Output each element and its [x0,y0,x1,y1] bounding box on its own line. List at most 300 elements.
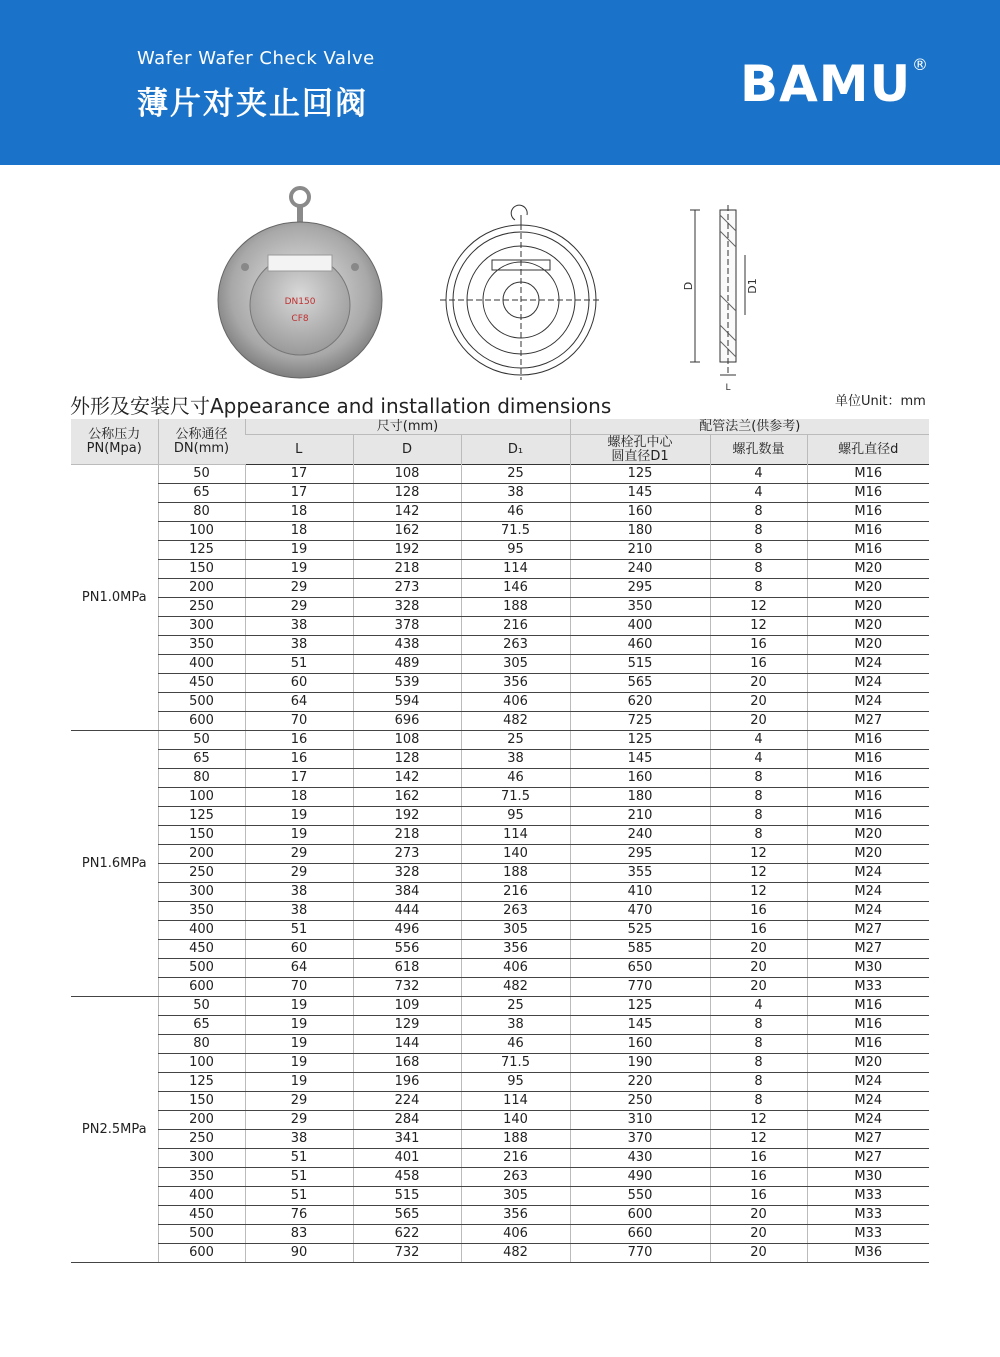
table-cell: 565 [570,674,710,693]
table-cell: 770 [570,978,710,997]
table-cell: 263 [461,1168,570,1187]
table-row [71,959,929,978]
table-cell: 8 [710,1054,807,1073]
header-l: L [245,435,353,465]
table-cell: 16 [710,655,807,674]
pressure-class-cell: PN1.6MPa [71,731,158,997]
table-cell: 100 [158,1054,245,1073]
table-cell: 80 [158,503,245,522]
table-row [71,465,929,484]
table-cell: 168 [353,1054,461,1073]
table-cell: M16 [807,503,929,522]
table-cell: 140 [461,1111,570,1130]
table-row [71,750,929,769]
table-cell: 12 [710,864,807,883]
table-cell: 8 [710,1073,807,1092]
table-cell: 16 [710,1149,807,1168]
photo-marking-material: CF8 [291,314,309,324]
table-cell: M20 [807,579,929,598]
table-cell: 162 [353,788,461,807]
table-cell: 210 [570,541,710,560]
pressure-class-cell: PN1.0MPa [71,465,158,731]
table-row [71,769,929,788]
table-cell: M16 [807,522,929,541]
table-cell: 350 [158,1168,245,1187]
table-cell: 25 [461,465,570,484]
table-cell: 16 [710,902,807,921]
table-cell: 19 [245,560,353,579]
table-cell: M20 [807,617,929,636]
table-row [71,883,929,902]
table-cell: 565 [353,1206,461,1225]
table-cell: M30 [807,959,929,978]
table-cell: 51 [245,1149,353,1168]
table-row [71,636,929,655]
table-cell: 4 [710,484,807,503]
table-cell: 500 [158,693,245,712]
table-cell: 430 [570,1149,710,1168]
table-cell: 384 [353,883,461,902]
table-row [71,1225,929,1244]
table-cell: 108 [353,465,461,484]
table-cell: 200 [158,1111,245,1130]
table-cell: 200 [158,845,245,864]
table-row [71,1016,929,1035]
table-cell: M30 [807,1168,929,1187]
table-cell: 90 [245,1244,353,1263]
table-row [71,902,929,921]
table-cell: 4 [710,750,807,769]
table-cell: 300 [158,617,245,636]
table-cell: 188 [461,1130,570,1149]
product-images [0,175,1000,395]
table-cell: 300 [158,1149,245,1168]
table-cell: 732 [353,978,461,997]
table-cell: 144 [353,1035,461,1054]
table-cell: 190 [570,1054,710,1073]
table-cell: 125 [570,997,710,1016]
table-cell: M24 [807,1073,929,1092]
table-row [71,1035,929,1054]
table-cell: 273 [353,579,461,598]
table-cell: 8 [710,503,807,522]
table-cell: 162 [353,522,461,541]
table-cell: 450 [158,674,245,693]
table-cell: 406 [461,693,570,712]
table-cell: 51 [245,1187,353,1206]
table-cell: 356 [461,1206,570,1225]
table-cell: 192 [353,541,461,560]
table-row [71,997,929,1016]
table-cell: M20 [807,598,929,617]
table-row [71,617,929,636]
table-cell: 160 [570,503,710,522]
table-cell: 19 [245,997,353,1016]
table-cell: 250 [158,598,245,617]
table-cell: 29 [245,864,353,883]
table-cell: 350 [570,598,710,617]
table-cell: M24 [807,883,929,902]
table-cell: M16 [807,1035,929,1054]
table-cell: M33 [807,978,929,997]
table-cell: 356 [461,940,570,959]
table-cell: 12 [710,883,807,902]
table-cell: 109 [353,997,461,1016]
photo-marking-size: DN150 [284,297,316,307]
table-cell: M20 [807,826,929,845]
table-cell: 218 [353,826,461,845]
table-cell: M16 [807,788,929,807]
table-cell: M24 [807,655,929,674]
table-cell: 95 [461,541,570,560]
table-row [71,712,929,731]
table-cell: 19 [245,1073,353,1092]
table-cell: 216 [461,1149,570,1168]
table-row [71,1149,929,1168]
table-cell: 8 [710,826,807,845]
table-cell: 114 [461,826,570,845]
table-cell: 355 [570,864,710,883]
table-cell: 19 [245,826,353,845]
table-cell: 12 [710,1111,807,1130]
table-cell: 660 [570,1225,710,1244]
table-cell: 125 [570,731,710,750]
table-cell: 65 [158,1016,245,1035]
table-cell: 450 [158,1206,245,1225]
table-cell: M16 [807,484,929,503]
table-cell: 482 [461,712,570,731]
table-cell: 310 [570,1111,710,1130]
table-cell: 8 [710,807,807,826]
table-cell: 146 [461,579,570,598]
header-dn: 公称通径 DN(mm) [158,419,245,465]
brand-logo: BAMU [740,55,912,113]
table-cell: 38 [245,883,353,902]
table-cell: 650 [570,959,710,978]
table-cell: 594 [353,693,461,712]
table-cell: 218 [353,560,461,579]
table-cell: 470 [570,902,710,921]
table-cell: 410 [570,883,710,902]
table-cell: 295 [570,845,710,864]
table-cell: 250 [158,1130,245,1149]
table-cell: 100 [158,788,245,807]
table-cell: 482 [461,1244,570,1263]
table-cell: 142 [353,503,461,522]
table-cell: 20 [710,1206,807,1225]
table-cell: 18 [245,522,353,541]
table-cell: 300 [158,883,245,902]
table-cell: 356 [461,674,570,693]
table-cell: 20 [710,712,807,731]
table-cell: M33 [807,1187,929,1206]
table-cell: 80 [158,1035,245,1054]
table-row [71,807,929,826]
table-cell: 16 [710,1187,807,1206]
table-row [71,598,929,617]
table-cell: M20 [807,560,929,579]
table-cell: 458 [353,1168,461,1187]
table-cell: 29 [245,1111,353,1130]
table-cell: 16 [245,731,353,750]
table-cell: 50 [158,465,245,484]
table-cell: 180 [570,788,710,807]
table-cell: 600 [158,978,245,997]
table-cell: 12 [710,598,807,617]
table-cell: 38 [245,1130,353,1149]
header-pn: 公称压力 PN(Mpa) [71,419,158,465]
table-row [71,1054,929,1073]
table-cell: 64 [245,693,353,712]
table-cell: 490 [570,1168,710,1187]
table-cell: 95 [461,807,570,826]
table-cell: 125 [158,1073,245,1092]
table-cell: 18 [245,788,353,807]
table-cell: 401 [353,1149,461,1168]
registered-mark: ® [912,55,928,74]
table-row [71,1092,929,1111]
table-cell: 65 [158,750,245,769]
table-cell: 16 [710,636,807,655]
table-cell: 25 [461,997,570,1016]
table-cell: 70 [245,978,353,997]
table-cell: 200 [158,579,245,598]
table-cell: 378 [353,617,461,636]
table-cell: 216 [461,617,570,636]
table-cell: 17 [245,484,353,503]
table-cell: M27 [807,1149,929,1168]
table-cell: 620 [570,693,710,712]
table-cell: 8 [710,788,807,807]
table-cell: 460 [570,636,710,655]
table-cell: 585 [570,940,710,959]
table-cell: 4 [710,465,807,484]
table-row [71,655,929,674]
table-cell: 400 [570,617,710,636]
table-cell: 180 [570,522,710,541]
table-cell: 406 [461,1225,570,1244]
table-cell: 128 [353,484,461,503]
table-cell: 550 [570,1187,710,1206]
table-row [71,921,929,940]
table-cell: 18 [245,503,353,522]
table-cell: 50 [158,997,245,1016]
table-cell: 600 [570,1206,710,1225]
table-cell: 20 [710,959,807,978]
table-cell: 60 [245,674,353,693]
valve-photo [218,188,382,378]
table-cell: M20 [807,845,929,864]
table-row [71,522,929,541]
table-cell: 71.5 [461,522,570,541]
dimensions-table [71,419,929,1263]
table-cell: M16 [807,769,929,788]
table-cell: 65 [158,484,245,503]
table-row [71,1244,929,1263]
table-cell: 8 [710,1092,807,1111]
table-row [71,1073,929,1092]
table-cell: 46 [461,1035,570,1054]
table-cell: 129 [353,1016,461,1035]
table-cell: 263 [461,636,570,655]
table-cell: M33 [807,1225,929,1244]
table-row [71,1111,929,1130]
table-row [71,1206,929,1225]
table-cell: 192 [353,807,461,826]
table-cell: 240 [570,560,710,579]
table-cell: M24 [807,1111,929,1130]
table-cell: 350 [158,636,245,655]
table-cell: 16 [245,750,353,769]
table-cell: 38 [245,636,353,655]
table-cell: M16 [807,1016,929,1035]
table-cell: 51 [245,921,353,940]
section-title: 外形及安装尺寸Appearance and installation dimensions [70,394,612,418]
table-row [71,940,929,959]
table-row [71,579,929,598]
table-cell: 80 [158,769,245,788]
dim-label-d1: D1 [746,278,759,294]
table-cell: 83 [245,1225,353,1244]
table-cell: 400 [158,1187,245,1206]
table-cell: 100 [158,522,245,541]
table-cell: 140 [461,845,570,864]
table-cell: 25 [461,731,570,750]
dim-label-l: L [725,383,731,393]
table-cell: 525 [570,921,710,940]
table-cell: M24 [807,1092,929,1111]
table-cell: 188 [461,598,570,617]
table-cell: 46 [461,503,570,522]
table-cell: 160 [570,769,710,788]
table-cell: 489 [353,655,461,674]
table-cell: 600 [158,1244,245,1263]
table-cell: 305 [461,1187,570,1206]
table-cell: 4 [710,997,807,1016]
table-row [71,1187,929,1206]
table-cell: 38 [461,484,570,503]
table-cell: 500 [158,1225,245,1244]
table-row [71,864,929,883]
table-cell: 725 [570,712,710,731]
table-cell: 600 [158,712,245,731]
table-row [71,484,929,503]
table-cell: 400 [158,655,245,674]
header-banner [0,0,1000,165]
table-cell: 50 [158,731,245,750]
table-cell: 250 [158,864,245,883]
table-row [71,541,929,560]
table-cell: 142 [353,769,461,788]
table-cell: 114 [461,560,570,579]
table-cell: M24 [807,674,929,693]
table-cell: M16 [807,541,929,560]
table-cell: 125 [158,807,245,826]
pressure-class-cell: PN2.5MPa [71,997,158,1263]
table-cell: 51 [245,1168,353,1187]
table-cell: 188 [461,864,570,883]
table-cell: 305 [461,921,570,940]
table-cell: 273 [353,845,461,864]
table-cell: 216 [461,883,570,902]
table-row [71,788,929,807]
table-row [71,826,929,845]
table-cell: 12 [710,617,807,636]
header-d: D [353,435,461,465]
table-cell: 500 [158,959,245,978]
table-cell: 482 [461,978,570,997]
table-cell: 60 [245,940,353,959]
table-cell: 150 [158,560,245,579]
table-row [71,503,929,522]
table-cell: M27 [807,712,929,731]
table-cell: 224 [353,1092,461,1111]
header-bolt-dia: 螺孔直径d [807,435,929,465]
table-cell: 38 [461,750,570,769]
table-cell: 71.5 [461,788,570,807]
table-cell: 150 [158,826,245,845]
table-cell: M27 [807,1130,929,1149]
table-cell: M27 [807,921,929,940]
table-cell: 240 [570,826,710,845]
table-cell: 328 [353,598,461,617]
header-d1: D₁ [461,435,570,465]
table-cell: 556 [353,940,461,959]
table-row [71,674,929,693]
table-cell: 444 [353,902,461,921]
table-cell: 19 [245,807,353,826]
table-cell: 20 [710,978,807,997]
table-cell: M16 [807,807,929,826]
header-bolt-circle: 螺栓孔中心 圆直径D1 [570,435,710,465]
table-cell: 17 [245,769,353,788]
table-cell: 539 [353,674,461,693]
table-cell: 370 [570,1130,710,1149]
table-row [71,560,929,579]
table-cell: 145 [570,1016,710,1035]
table-cell: 38 [461,1016,570,1035]
table-cell: 515 [570,655,710,674]
table-cell: M24 [807,902,929,921]
table-cell: 145 [570,750,710,769]
table-cell: M33 [807,1206,929,1225]
table-cell: 8 [710,1035,807,1054]
table-cell: M16 [807,731,929,750]
table-cell: 17 [245,465,353,484]
table-row [71,693,929,712]
table-cell: 618 [353,959,461,978]
table-cell: 20 [710,693,807,712]
table-cell: 341 [353,1130,461,1149]
table-cell: M20 [807,636,929,655]
table-cell: 38 [245,617,353,636]
title-chinese: 薄片对夹止回阀 [137,86,368,122]
table-cell: 515 [353,1187,461,1206]
table-cell: M16 [807,997,929,1016]
table-cell: M24 [807,693,929,712]
table-cell: 438 [353,636,461,655]
table-cell: 220 [570,1073,710,1092]
table-cell: 51 [245,655,353,674]
table-cell: 8 [710,1016,807,1035]
header-size-group: 尺寸(mm) [245,419,570,435]
table-row [71,1130,929,1149]
table-cell: 622 [353,1225,461,1244]
table-row [71,731,929,750]
table-cell: 295 [570,579,710,598]
table-cell: 150 [158,1092,245,1111]
table-cell: 20 [710,1225,807,1244]
